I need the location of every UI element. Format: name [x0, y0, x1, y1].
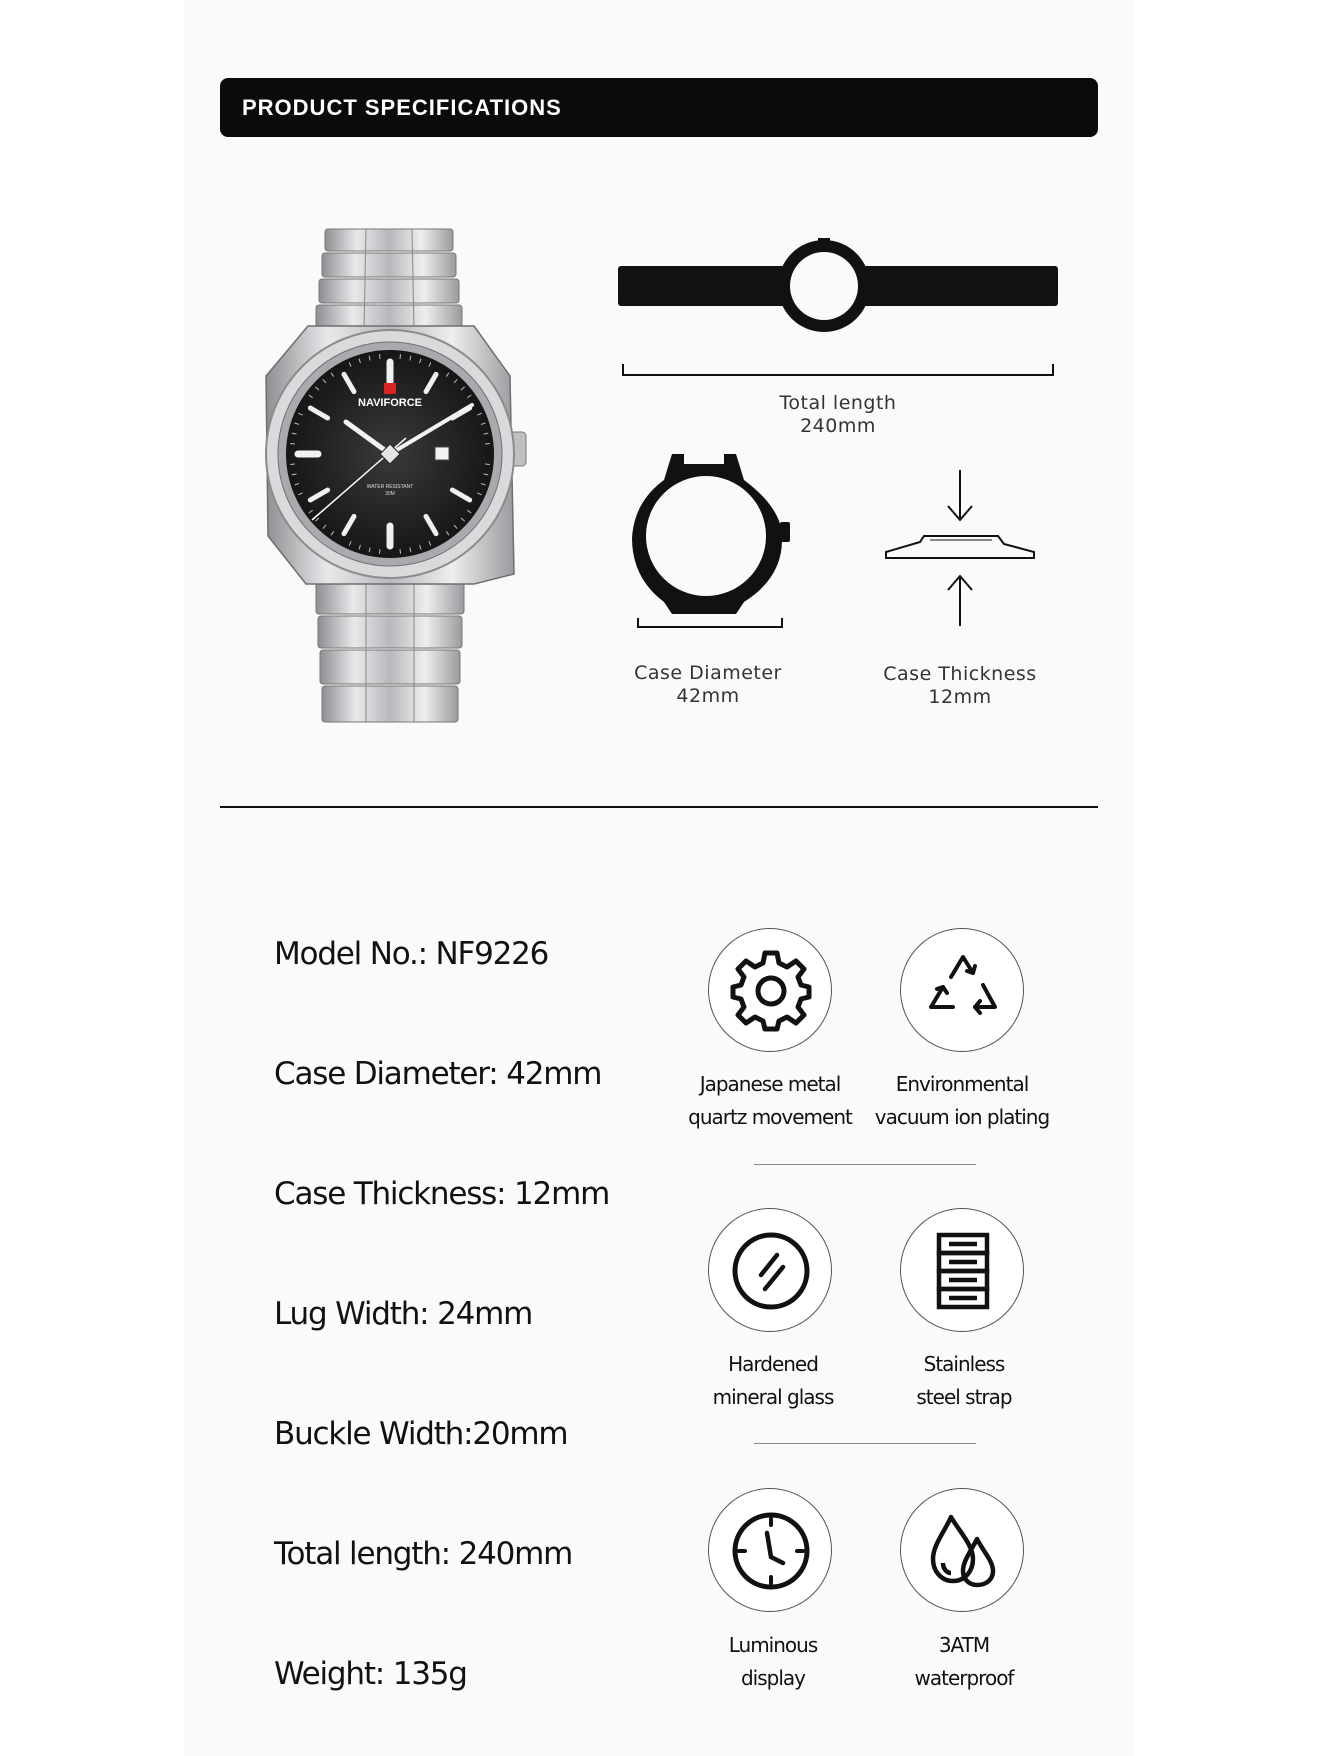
- feature-waterproof: [900, 1488, 1024, 1612]
- feature-divider-2: [754, 1443, 976, 1444]
- case-diameter-value: 42mm: [676, 685, 740, 707]
- case-thickness-label: Case Thickness: [883, 663, 1037, 685]
- feature-glass-line1: Hardened: [728, 1352, 818, 1376]
- spec-total-length: Total length: 240mm: [274, 1536, 573, 1572]
- case-diameter-measure-line: [637, 618, 783, 628]
- dial-text-depth: 30M: [385, 491, 395, 497]
- section-header: [220, 78, 1098, 137]
- total-length-value: 240mm: [800, 415, 876, 437]
- arrow-up-icon: [948, 576, 972, 626]
- feature-luminous-line2: display: [740, 1666, 805, 1690]
- total-length-diagram: [618, 236, 1058, 336]
- spec-case-diameter: Case Diameter: 42mm: [274, 1056, 602, 1092]
- dial-text-water-resistant: WATER RESISTANT: [366, 484, 414, 490]
- feature-glass: [708, 1208, 832, 1332]
- gear-icon: [709, 929, 833, 1053]
- feature-luminous: [708, 1488, 832, 1612]
- arrow-down-icon: [948, 470, 972, 520]
- section-divider: [220, 806, 1098, 808]
- section-title: PRODUCT SPECIFICATIONS: [242, 95, 562, 120]
- total-length-label: Total length: [779, 392, 897, 414]
- spec-weight: Weight: 135g: [274, 1656, 467, 1692]
- case-diameter-diagram: [632, 450, 792, 620]
- brand-logo: NAVIFORCE: [358, 397, 422, 409]
- bracelet-lower: [316, 582, 464, 722]
- strap-icon: [901, 1209, 1025, 1333]
- total-length-measure-line: [622, 364, 1054, 376]
- feature-luminous-line1: Luminous: [728, 1633, 818, 1657]
- feature-plating-line2: vacuum ion plating: [874, 1105, 1050, 1129]
- feature-waterproof-line1: 3ATM: [938, 1633, 990, 1657]
- recycle-icon: [901, 929, 1025, 1053]
- feature-strap: [900, 1208, 1024, 1332]
- glass-icon: [709, 1209, 833, 1333]
- case-diameter-label: Case Diameter: [634, 662, 782, 684]
- feature-strap-line1: Stainless: [923, 1352, 1005, 1376]
- water-drops-icon: [901, 1489, 1025, 1613]
- case-thickness-diagram: [880, 466, 1040, 632]
- clock-icon: [709, 1489, 833, 1613]
- feature-plating: [900, 928, 1024, 1052]
- feature-movement-line1: Japanese metal: [699, 1072, 841, 1096]
- spec-case-thickness: Case Thickness: 12mm: [274, 1176, 610, 1212]
- spec-model-number: Model No.: NF9226: [274, 936, 549, 972]
- bracelet-upper: [316, 229, 462, 331]
- spec-lug-width: Lug Width: 24mm: [274, 1296, 533, 1332]
- product-watch-image: [246, 226, 538, 726]
- feature-strap-line2: steel strap: [916, 1385, 1012, 1409]
- spec-buckle-width: Buckle Width:20mm: [274, 1416, 568, 1452]
- feature-glass-line2: mineral glass: [712, 1385, 834, 1409]
- date-window: [435, 447, 449, 460]
- brand-emblem: [384, 383, 396, 394]
- feature-waterproof-line2: waterproof: [914, 1666, 1014, 1690]
- feature-divider-1: [754, 1164, 976, 1165]
- case-thickness-value: 12mm: [928, 686, 992, 708]
- feature-movement-line2: quartz movement: [688, 1105, 852, 1129]
- feature-plating-line1: Environmental: [895, 1072, 1029, 1096]
- feature-movement: [708, 928, 832, 1052]
